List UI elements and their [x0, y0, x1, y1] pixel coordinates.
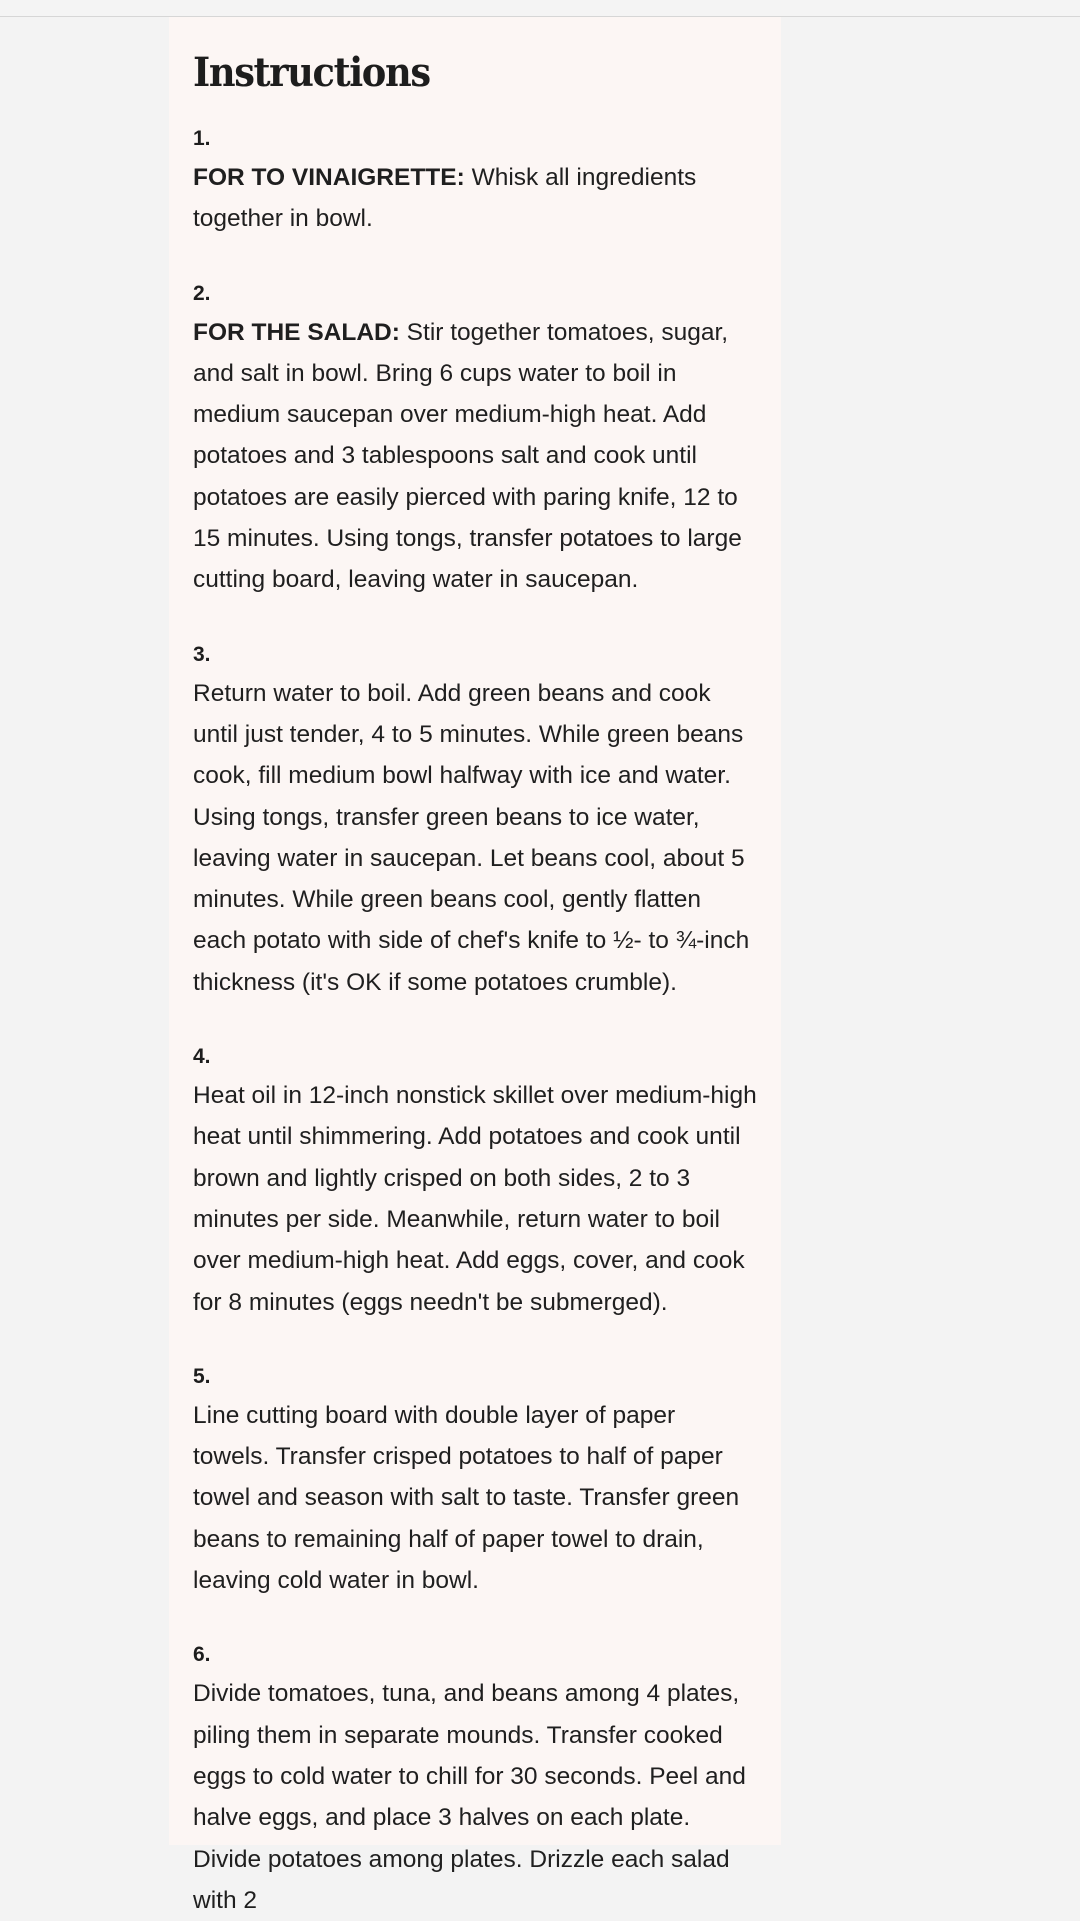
step-text — [193, 1075, 757, 1323]
step-number: 3. — [193, 642, 211, 666]
step-body: Heat oil in 12-inch nonstick skillet over medium-high heat until shimmering. Add potatoes and cook until brown and lightly crisped on both sides, 2 to 3 minutes per side. Meanwhile, return water to boil over medium-high heat. Add eggs, cover, and cook for 8 minutes (eggs needn't be submerged). — [193, 1082, 757, 1316]
step-body: Return water to boil. Add green beans and cook until just tender, 4 to 5 minutes. While green beans cook, fill medium bowl halfway with ice and water. Using tongs, transfer green beans to ice water, leaving water in saucepan. Let beans cool, about 5 minutes. While green beans cool, gently flatten each potato with side of chef's knife to ½- to ¾-inch thickness (it's OK if some potatoes crumble). — [193, 679, 750, 996]
step-number: 4. — [193, 1045, 211, 1069]
step-text — [193, 1673, 757, 1921]
step-5 — [193, 1363, 757, 1601]
step-body: Stir together tomatoes, sugar, and salt in bowl. Bring 6 cups water to boil in medium saucepan over medium-high heat. Add potatoes and 3 tablespoons salt and cook until potatoes are easily pierced with paring knife, 12 to 15 minutes. Using tongs, transfer potatoes to large cutting board, leaving water in saucepan. — [193, 318, 742, 594]
step-text — [193, 312, 757, 601]
step-body: Divide tomatoes, tuna, and beans among 4 plates, piling them in separate mounds. Transfer cooked eggs to cold water to chill for 30 seconds. Peel and halve eggs, and place 3 halves on each plate. Divide potatoes among plates. Drizzle each salad with 2 — [193, 1680, 746, 1914]
step-1 — [193, 125, 757, 240]
step-body: Whisk all ingredients together in bowl. — [193, 164, 697, 233]
step-number: 5. — [193, 1364, 211, 1388]
step-number: 2. — [193, 281, 211, 305]
step-number: 1. — [193, 127, 211, 150]
step-text — [193, 673, 757, 1003]
instructions-panel — [169, 17, 781, 1914]
step-3 — [193, 641, 757, 1003]
top-divider — [0, 0, 1080, 17]
step-label: FOR TO VINAIGRETTE: — [193, 164, 465, 191]
step-body: Line cutting board with double layer of paper towels. Transfer crisped potatoes to half of paper towel and season with salt to taste. Transfer green beans to remaining half of paper towel to drain, leaving cold water in bowl. — [193, 1401, 740, 1595]
step-2 — [193, 280, 757, 601]
step-text — [193, 1395, 757, 1601]
step-4 — [193, 1043, 757, 1323]
step-number: 6. — [193, 1643, 211, 1667]
section-title: Instructions — [193, 49, 430, 96]
step-6 — [193, 1641, 757, 1921]
instructions-content — [169, 17, 781, 1921]
step-text — [193, 157, 757, 240]
step-label: FOR THE SALAD: — [193, 318, 400, 346]
